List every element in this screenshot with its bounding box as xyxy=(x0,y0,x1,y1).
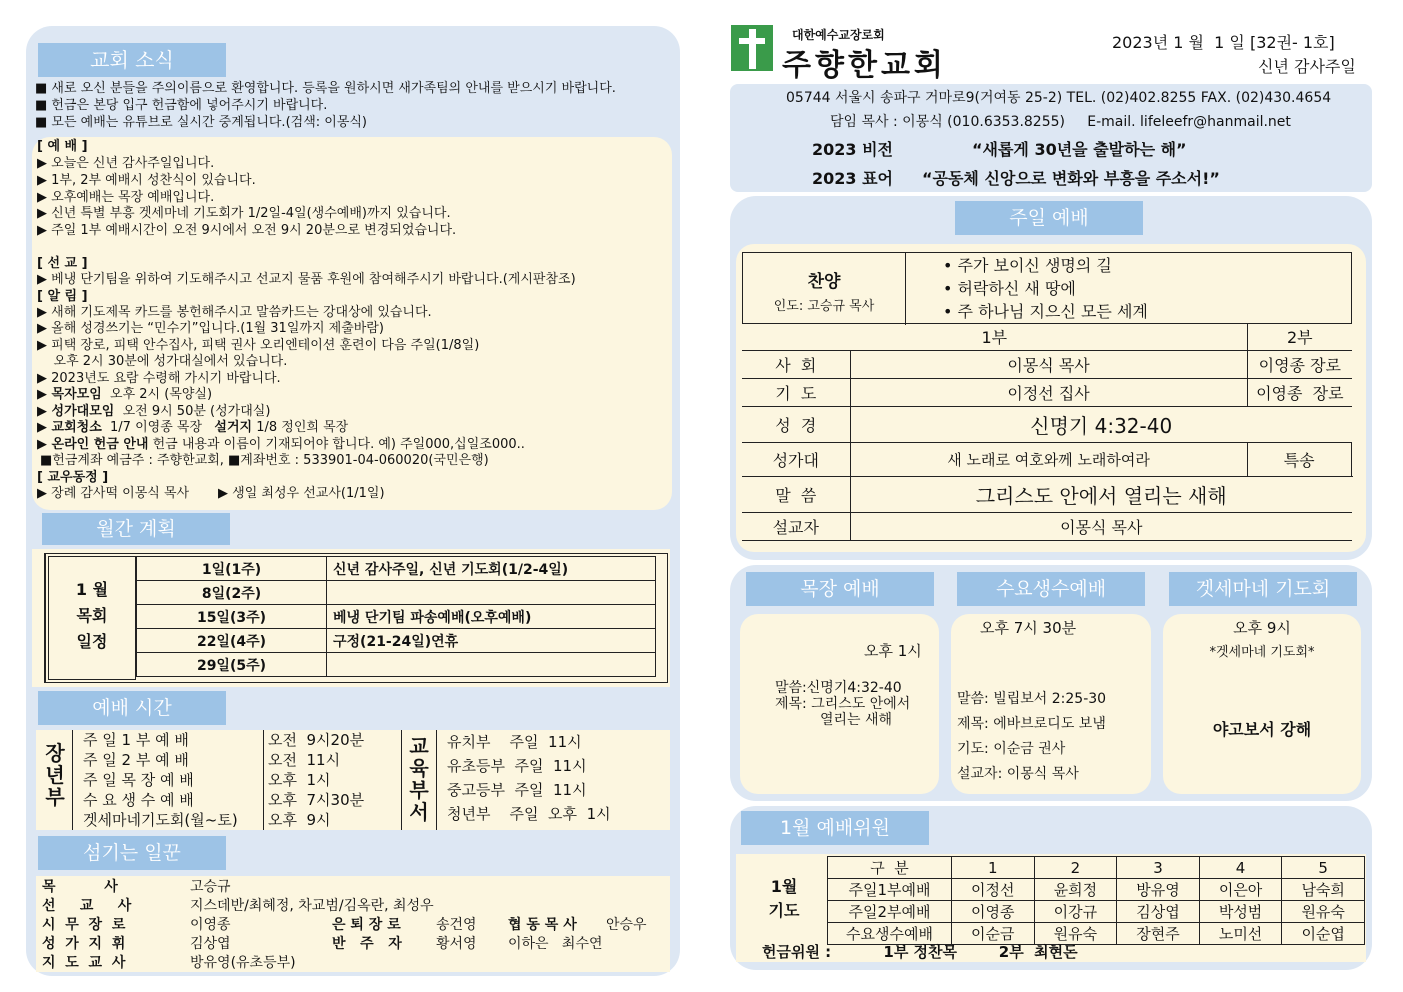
news-item: ■ 새로 오신 분들을 주의이름으로 환영합니다. 등록을 원하시면 새가족팀의 안내를 받으시기 바랍니다. xyxy=(35,81,616,96)
adult-row xyxy=(83,790,364,810)
event-cell xyxy=(327,581,656,605)
adult-divider xyxy=(263,730,264,830)
geth-sub: *겟세마네 기도회* xyxy=(1209,645,1315,660)
mokjang-time: 오후 1시 xyxy=(864,642,922,660)
table-row xyxy=(742,442,1352,476)
duty-cell: 장현주 xyxy=(1117,923,1200,945)
denomination: 대한예수교장로회 xyxy=(792,28,885,42)
servant-row xyxy=(42,954,296,973)
monthly-label-line: 일정 xyxy=(76,632,108,651)
duty-label-line: 기도 xyxy=(768,901,800,920)
servant-role: 은 퇴 장 로 xyxy=(332,917,401,933)
duty-cell: 이순금 xyxy=(952,923,1035,945)
servant-name: 이영종 xyxy=(190,917,231,933)
table-row xyxy=(137,581,656,605)
praise-label: 찬양 xyxy=(807,272,841,292)
wed-line: 기도: 이순금 권사 xyxy=(957,741,1066,757)
online-item xyxy=(37,437,525,453)
edu-label-char: 부 xyxy=(409,778,429,802)
adult-time: 오전 11시 xyxy=(268,751,341,769)
mokjang-line: 말씀:신명기4:32-40 xyxy=(775,680,902,696)
servant-role: 지 도 교 사 xyxy=(42,955,126,971)
adult-label-char: 부 xyxy=(45,785,65,809)
event-cell: 베냉 단기팀 파송예배(오후예배) xyxy=(327,605,656,629)
adult-label-char: 장 xyxy=(45,741,65,765)
worship-item: ▶ 주일 1부 예배시간이 오전 9시에서 오전 9시 20분으로 변경되었습니다. xyxy=(37,223,457,238)
table-row xyxy=(137,653,656,677)
motto-label: 2023 표어 xyxy=(812,169,894,188)
worship-item: ▶ 신년 특별 부흥 겟세마네 기도회가 1/2일-4일(생수예배)까지 있습니다. xyxy=(37,206,451,221)
servant-role: 선 교 사 xyxy=(42,898,132,914)
praise-divider xyxy=(905,253,906,325)
monthly-table xyxy=(136,556,656,677)
duty-cell: 이영종 xyxy=(952,901,1035,923)
praise-song: • 주 하나님 지으신 모든 세계 xyxy=(943,302,1148,321)
event-cell: 구정(21-24일)연휴 xyxy=(327,629,656,653)
edu-label-char: 육 xyxy=(409,756,429,780)
servant-row xyxy=(42,916,231,935)
pray-label: 기 도 xyxy=(742,378,850,406)
table-row xyxy=(137,557,656,581)
event-cell xyxy=(327,653,656,677)
duty-cell: 주일1부예배 xyxy=(828,879,952,901)
servant-role: 목 사 xyxy=(42,879,118,895)
servant-row xyxy=(42,935,231,954)
duty-head: 5 xyxy=(1282,857,1365,879)
account-item: ■헌금계좌 예금주 : 주향한교회, ■계좌번호 : 533901-04-060020(국민은행) xyxy=(40,453,489,468)
geth-time: 오후 9시 xyxy=(1233,619,1291,637)
vision-label: 2023 비전 xyxy=(812,140,894,159)
notice-label: ▶ 목자모임 xyxy=(37,387,102,402)
duty-head: 4 xyxy=(1199,857,1282,879)
adult-label xyxy=(42,742,68,808)
duty-head: 구 분 xyxy=(828,857,952,879)
mokjang-title: 목장 예배 xyxy=(746,572,934,606)
special-value xyxy=(1351,442,1352,476)
servant-name: 고승규 xyxy=(190,879,231,895)
notice-item: ▶ 2023년도 요람 수령해 가시기 바랍니다. xyxy=(37,371,281,386)
monthly-label-line: 1 월 xyxy=(75,580,109,599)
host-label: 사 회 xyxy=(742,350,850,378)
notice-item: ▶ 피택 장로, 피택 안수집사, 피택 권사 오리엔테이션 훈련이 다음 주일(1/8일) xyxy=(37,338,480,353)
dish-value: 1/8 정인희 목장 xyxy=(256,420,349,435)
edu-times xyxy=(436,730,666,830)
praise-list xyxy=(943,254,1148,323)
duty-cell: 노미선 xyxy=(1199,923,1282,945)
notice-value: 오전 9시 50분 (성가대실) xyxy=(122,404,271,419)
duty-label-line: 1월 xyxy=(770,877,798,896)
table-row xyxy=(828,901,1365,923)
bible-text: 신명기 4:32-40 xyxy=(850,406,1352,442)
address: 05744 서울시 송파구 거마로9(거여동 25-2) TEL. (02)402.8255 FAX. (02)430.4654 xyxy=(786,90,1332,106)
servant-row xyxy=(332,916,647,935)
vision: “새롭게 30년을 출발하는 해” xyxy=(972,140,1187,159)
week-cell: 29일(5주) xyxy=(137,653,327,677)
servant-row xyxy=(42,878,231,897)
duty-cell: 이은아 xyxy=(1199,879,1282,901)
edu-row: 유치부 주일 11시 xyxy=(447,733,582,751)
event-cell: 신년 감사주일, 신년 기도회(1/2-4일) xyxy=(327,557,656,581)
notice-item: ▶ 올해 성경쓰기는 “민수기”입니다.(1월 31일까지 제출바람) xyxy=(37,321,384,336)
geth-text: 야고보서 강해 xyxy=(1212,720,1312,739)
adult-row xyxy=(83,770,331,790)
notice-item xyxy=(37,404,270,420)
times-title: 예배 시간 xyxy=(38,691,226,725)
worship-item: ▶ 오늘은 신년 감사주일입니다. xyxy=(37,156,215,171)
adult-name: 겟세마네기도회(월~토) xyxy=(83,811,238,829)
dish-label: 설거지 xyxy=(214,420,253,435)
servant-role: 시 무 장 로 xyxy=(42,917,126,933)
mokjang-line: 제목: 그리스도 안에서 xyxy=(775,696,911,712)
part1-head: 1부 xyxy=(742,324,1247,350)
pray-1: 이정선 집사 xyxy=(850,378,1247,406)
host-1: 이몽식 목사 xyxy=(850,350,1247,378)
notice-value: 오후 2시 (목양실) xyxy=(110,387,213,402)
servant-role: 반 주 자 xyxy=(332,936,402,952)
clean-item xyxy=(37,420,348,436)
adult-times xyxy=(72,730,402,830)
mission-item: ▶ 베냉 단기팀을 위하여 기도해주시고 선교지 물품 후원에 참여해주시기 바랍니다.(게시판참조) xyxy=(37,272,576,287)
duty-cell: 이순엽 xyxy=(1282,923,1365,945)
duty-head: 2 xyxy=(1034,857,1117,879)
online-value: 헌금 내용과 이름이 기재되어야 합니다. 예) 주일000,십일조000.. xyxy=(152,437,525,452)
church-name: 주향한교회 xyxy=(782,48,947,83)
duty-cell: 원유숙 xyxy=(1282,901,1365,923)
news-item: ■ 헌금은 본당 입구 헌금함에 넣어주시기 바랍니다. xyxy=(35,98,328,113)
preacher-name: 이몽식 목사 xyxy=(850,512,1352,540)
edu-row: 유초등부 주일 11시 xyxy=(447,757,587,775)
monthly-title: 월간 계획 xyxy=(42,513,230,545)
servant-row xyxy=(42,897,434,916)
table-row xyxy=(742,324,1352,350)
clean-label: ▶ 교회청소 xyxy=(37,420,102,435)
worship-item: ▶ 1부, 2부 예배시 성찬식이 있습니다. xyxy=(37,173,256,188)
duty-cell: 주일2부예배 xyxy=(828,901,952,923)
choir-song: 새 노래로 여호와께 노래하여라 xyxy=(850,442,1247,476)
table-row xyxy=(742,406,1352,442)
clean-value: 1/7 이영종 목장 xyxy=(110,420,203,435)
word-label: 말 씀 xyxy=(742,476,850,512)
mokjang-line: 열리는 새해 xyxy=(820,712,893,728)
issue-date: 2023년 1 월 1 일 [32권- 1호] xyxy=(1112,33,1335,52)
table-row xyxy=(742,350,1352,378)
wed-line: 말씀: 빌립보서 2:25-30 xyxy=(957,691,1107,707)
table-row xyxy=(742,476,1352,512)
table-row xyxy=(828,879,1365,901)
adult-label-char: 년 xyxy=(45,763,65,787)
pastor-info: 담임 목사 : 이몽식 (010.6353.8255) E-mail. lifeleefr@hanmail.net xyxy=(830,114,1291,130)
table-row xyxy=(828,857,1365,879)
notice-label: ▶ 성가대모임 xyxy=(37,404,115,419)
adult-row xyxy=(83,750,340,770)
table-row xyxy=(137,629,656,653)
wed-line: 제목: 에바브로디도 보냄 xyxy=(957,716,1106,732)
servant-name: 안승우 xyxy=(606,917,647,933)
fellow-item: ▶ 장례 감사떡 이몽식 목사 ▶ 생일 최성우 선교사(1/1일) xyxy=(37,486,385,501)
fellow-head: [ 교우동정 ] xyxy=(37,470,109,485)
notice-head: [ 알 림 ] xyxy=(37,289,88,304)
bible-label: 성 경 xyxy=(742,406,850,442)
table-row xyxy=(742,512,1352,540)
servant-role: 성 가 지 휘 xyxy=(42,936,126,952)
part2-head: 2부 xyxy=(1247,324,1352,350)
news-title: 교회 소식 xyxy=(38,43,226,77)
adult-time: 오후 9시 xyxy=(268,811,331,829)
motto: “공동체 신앙으로 변화와 부흥을 주소서!” xyxy=(922,169,1220,188)
duty-head: 1 xyxy=(952,857,1035,879)
order-table xyxy=(742,324,1352,541)
special-label: 특송 xyxy=(1247,442,1351,476)
choir-label: 성가대 xyxy=(742,442,850,476)
mission-head: [ 선 교 ] xyxy=(37,256,88,271)
duty-cell: 이정선 xyxy=(952,879,1035,901)
edu-label-char: 교 xyxy=(409,734,429,758)
notice-item: ▶ 새해 기도제목 카드를 봉헌해주시고 말씀카드는 강대상에 있습니다. xyxy=(37,305,432,320)
duty-cell: 남숙희 xyxy=(1282,879,1365,901)
worship-item: ▶ 오후예배는 목장 예배입니다. xyxy=(37,190,215,205)
sunday-name: 신년 감사주일 xyxy=(1258,57,1356,76)
adult-name: 수 요 생 수 예 배 xyxy=(83,791,194,809)
notice-item xyxy=(37,387,212,403)
duty-title: 1월 예배위원 xyxy=(741,811,929,845)
duty-cell: 박성범 xyxy=(1199,901,1282,923)
church-logo-icon xyxy=(731,25,773,71)
adult-name: 주 일 1 부 예 배 xyxy=(83,731,189,749)
servant-name: 황서영 xyxy=(436,936,477,952)
adult-row xyxy=(83,730,364,750)
notice-item: 오후 2시 30분에 성가대실에서 있습니다. xyxy=(37,354,288,369)
servant-row xyxy=(332,935,603,954)
servant-name: 방유영(유초등부) xyxy=(190,955,296,971)
pray-2: 이영종 장로 xyxy=(1247,378,1352,406)
praise-leader: 인도: 고승규 목사 xyxy=(773,299,875,314)
edu-label-char: 서 xyxy=(409,800,429,824)
worship-head: [ 예 배 ] xyxy=(37,139,88,154)
wed-line: 설교자: 이몽식 목사 xyxy=(957,766,1079,782)
duty-head: 3 xyxy=(1117,857,1200,879)
week-cell: 15일(3주) xyxy=(137,605,327,629)
servant-name: 김상엽 xyxy=(190,936,231,952)
adult-time: 오전 9시20분 xyxy=(268,731,365,749)
host-2: 이영종 장로 xyxy=(1247,350,1352,378)
word-title: 그리스도 안에서 열리는 새해 xyxy=(850,476,1352,512)
edu-row: 청년부 주일 오후 1시 xyxy=(447,805,611,823)
duty-cell: 김상엽 xyxy=(1117,901,1200,923)
news-item: ■ 모든 예배는 유튜브로 실시간 중계됩니다.(검색: 이몽식) xyxy=(35,115,368,130)
praise-section xyxy=(742,252,1352,324)
table-row xyxy=(137,605,656,629)
duty-cell: 이강규 xyxy=(1034,901,1117,923)
duty-cell: 윤희정 xyxy=(1034,879,1117,901)
geth-title: 겟세마네 기도회 xyxy=(1169,572,1357,606)
wed-time: 오후 7시 30분 xyxy=(980,619,1077,637)
table-row xyxy=(742,378,1352,406)
servant-name: 지스데반/최혜정, 차교범/김옥란, 최성우 xyxy=(190,898,434,914)
offering-committee: 헌금위원 : 1부 정찬목 2부 최현돈 xyxy=(762,943,1078,961)
edu-label xyxy=(406,735,432,823)
duty-label xyxy=(745,875,823,923)
edu-row: 중고등부 주일 11시 xyxy=(447,781,587,799)
sunday-title: 주일 예배 xyxy=(955,201,1143,235)
monthly-label-line: 목회 xyxy=(76,606,108,625)
adult-name: 주 일 목 장 예 배 xyxy=(83,771,194,789)
duty-table xyxy=(827,856,1365,945)
online-label: ▶ 온라인 헌금 안내 xyxy=(37,437,149,452)
praise-song: • 주가 보이신 생명의 길 xyxy=(943,256,1112,275)
wed-text xyxy=(957,687,1106,787)
duty-cell: 원유숙 xyxy=(1034,923,1117,945)
praise-song: • 허락하신 새 땅에 xyxy=(943,279,1076,298)
duty-cell: 방유영 xyxy=(1117,879,1200,901)
week-cell: 22일(4주) xyxy=(137,629,327,653)
monthly-label xyxy=(48,556,136,680)
wed-title: 수요생수예배 xyxy=(957,572,1145,606)
adult-row xyxy=(83,810,331,830)
servant-name: 이하은 최수연 xyxy=(508,936,603,952)
servants-title: 섬기는 일꾼 xyxy=(38,836,226,870)
adult-time: 오후 7시30분 xyxy=(268,791,365,809)
servant-name: 송건영 xyxy=(436,917,477,933)
week-cell: 1일(1주) xyxy=(137,557,327,581)
week-cell: 8일(2주) xyxy=(137,581,327,605)
preacher-label: 설교자 xyxy=(742,512,850,540)
adult-name: 주 일 2 부 예 배 xyxy=(83,751,189,769)
adult-time: 오후 1시 xyxy=(268,771,331,789)
mokjang-text xyxy=(775,680,910,728)
duty-cell: 수요생수예배 xyxy=(828,923,952,945)
servant-role: 협 동 목 사 xyxy=(508,917,577,933)
